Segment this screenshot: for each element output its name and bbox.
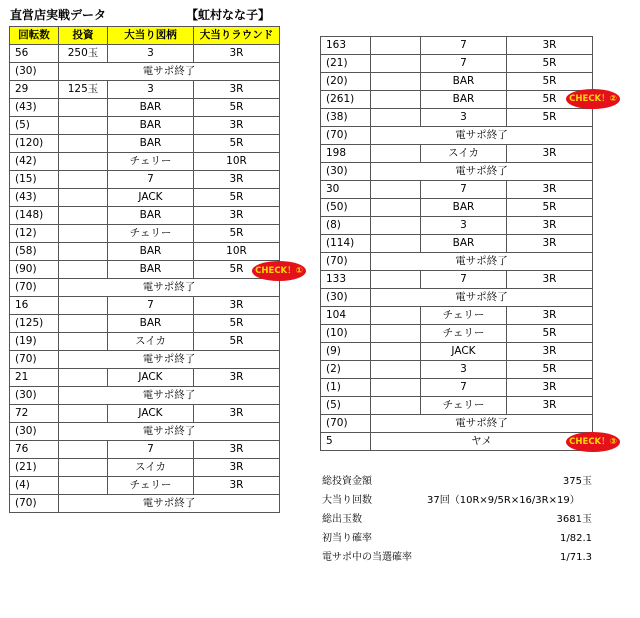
symbol-cell: 3 [108,45,194,63]
spin-cell: (21) [321,55,371,73]
table-row [321,109,593,127]
symbol-cell: 3 [421,217,507,235]
check-badge-2: CHECK！② [566,89,620,109]
header-round: 大当りラウンド [194,27,280,45]
end-cell: 電サポ終了 [371,289,593,307]
table-row [321,127,593,145]
investment-cell [59,405,108,423]
table-row [10,189,280,207]
table-header-row [10,27,280,45]
round-cell: 5R [194,315,280,333]
table-row [321,37,593,55]
spin-cell: (38) [321,109,371,127]
investment-cell [371,181,421,199]
spin-cell: (148) [10,207,59,225]
summary-hits [322,491,592,510]
spin-cell: 5 [321,433,371,451]
table-row [321,145,593,163]
round-cell: 5R [507,199,593,217]
round-cell: 10R [194,153,280,171]
round-cell: 5R [194,261,280,279]
summary-block [322,472,592,567]
table-row [10,135,280,153]
investment-cell [59,459,108,477]
spin-cell: 21 [10,369,59,387]
spin-cell: (70) [10,351,59,369]
spin-cell: (43) [10,99,59,117]
symbol-cell: 3 [421,361,507,379]
spin-cell: (19) [10,333,59,351]
round-cell: 3R [194,477,280,495]
round-cell: 3R [194,81,280,99]
spin-cell: (30) [321,163,371,181]
header-symbol: 大当り図柄 [108,27,194,45]
table-row [10,441,280,459]
spin-cell: (42) [10,153,59,171]
investment-cell [59,117,108,135]
investment-cell [59,477,108,495]
spin-cell: (125) [10,315,59,333]
spin-cell: (58) [10,243,59,261]
investment-cell [59,315,108,333]
round-cell: 5R [507,109,593,127]
symbol-cell: BAR [108,207,194,225]
symbol-cell: BAR [421,91,507,109]
spin-cell: 198 [321,145,371,163]
round-cell: 3R [507,397,593,415]
summary-first-prob [322,529,592,548]
spin-cell: (70) [10,279,59,297]
symbol-cell: BAR [108,315,194,333]
spin-cell: 104 [321,307,371,325]
end-cell: 電サポ終了 [59,495,280,513]
symbol-cell: 7 [421,271,507,289]
round-cell: 5R [507,91,593,109]
investment-cell [59,225,108,243]
spin-cell: (70) [321,415,371,433]
symbol-cell: BAR [108,117,194,135]
table-row [10,477,280,495]
header-spins: 回転数 [10,27,59,45]
round-cell: 5R [507,55,593,73]
spin-cell: 16 [10,297,59,315]
symbol-cell: 3 [421,109,507,127]
spin-cell: (261) [321,91,371,109]
symbol-cell: チェリー [421,307,507,325]
summary-label: 大当り回数 [322,495,372,506]
table-row [10,315,280,333]
investment-cell [371,271,421,289]
round-cell: 3R [194,207,280,225]
round-cell: 10R [194,243,280,261]
table-row [10,495,280,513]
check-badge-1: CHECK！① [252,261,306,281]
investment-cell [59,441,108,459]
table-row [321,181,593,199]
symbol-cell: 7 [108,171,194,189]
page-title: 直営店実戦データ [10,8,107,22]
investment-cell: 250玉 [59,45,108,63]
round-cell: 5R [507,325,593,343]
table-row [321,199,593,217]
symbol-cell: JACK [421,343,507,361]
round-cell: 5R [507,73,593,91]
table-row [10,153,280,171]
spin-cell: 133 [321,271,371,289]
investment-cell [371,145,421,163]
summary-label: 総出玉数 [322,514,362,525]
spin-cell: (20) [321,73,371,91]
summary-value: 3681玉 [556,514,592,525]
symbol-cell: スイカ [108,459,194,477]
spin-cell: (4) [10,477,59,495]
spin-cell: (70) [10,495,59,513]
investment-cell [59,171,108,189]
summary-value: 1/82.1 [560,533,592,544]
round-cell: 3R [507,217,593,235]
check-badge-3: CHECK！③ [566,432,620,452]
table-row [10,117,280,135]
table-row [321,217,593,235]
investment-cell [371,55,421,73]
round-cell: 3R [194,297,280,315]
investment-cell [371,109,421,127]
round-cell: 5R [194,99,280,117]
round-cell: 3R [194,171,280,189]
player-name: 【虹村なな子】 [186,8,271,22]
investment-cell [59,297,108,315]
table-row [10,99,280,117]
summary-label: 総投資金額 [322,476,372,487]
spin-cell: (21) [10,459,59,477]
round-cell: 3R [507,145,593,163]
spin-cell: (90) [10,261,59,279]
spin-cell: 29 [10,81,59,99]
investment-cell [371,73,421,91]
left-data-table [9,26,280,513]
symbol-cell: 7 [108,441,194,459]
round-cell: 3R [507,37,593,55]
symbol-cell: スイカ [421,145,507,163]
investment-cell [371,199,421,217]
table-row [321,433,593,451]
symbol-cell: 7 [421,37,507,55]
summary-value: 37回（10R×9/5R×16/3R×19） [427,495,580,506]
investment-cell [371,217,421,235]
summary-value: 1/71.3 [560,552,592,563]
investment-cell [371,91,421,109]
round-cell: 3R [507,235,593,253]
spin-cell: (114) [321,235,371,253]
investment-cell [371,343,421,361]
investment-cell: 125玉 [59,81,108,99]
symbol-cell: JACK [108,405,194,423]
header-investment: 投資 [59,27,108,45]
spin-cell: (8) [321,217,371,235]
table-row [10,423,280,441]
spin-cell: (12) [10,225,59,243]
round-cell: 3R [194,369,280,387]
symbol-cell: 7 [108,297,194,315]
symbol-cell: BAR [421,73,507,91]
spin-cell: 30 [321,181,371,199]
end-cell: 電サポ終了 [59,423,280,441]
table-row [10,351,280,369]
table-row [321,253,593,271]
table-row [321,235,593,253]
table-row [10,387,280,405]
spin-cell: 56 [10,45,59,63]
end-cell: 電サポ終了 [371,163,593,181]
symbol-cell: BAR [108,99,194,117]
round-cell: 5R [194,189,280,207]
symbol-cell: チェリー [108,477,194,495]
table-row [321,91,593,109]
investment-cell [59,333,108,351]
table-row [10,63,280,81]
round-cell: 3R [194,405,280,423]
symbol-cell: BAR [108,243,194,261]
round-cell: 3R [507,343,593,361]
end-cell: ヤメ [371,433,593,451]
table-row [10,45,280,63]
summary-label: 電サポ中の当選確率 [322,552,412,563]
table-row [10,297,280,315]
investment-cell [371,379,421,397]
symbol-cell: チェリー [108,153,194,171]
round-cell: 3R [194,441,280,459]
investment-cell [371,325,421,343]
round-cell: 5R [194,135,280,153]
spin-cell: (10) [321,325,371,343]
table-row [321,415,593,433]
investment-cell [59,243,108,261]
table-row [10,333,280,351]
spin-cell: (5) [10,117,59,135]
symbol-cell: スイカ [108,333,194,351]
table-row [10,243,280,261]
spin-cell: (50) [321,199,371,217]
investment-cell [59,189,108,207]
table-row [321,163,593,181]
round-cell: 5R [507,361,593,379]
table-row [10,405,280,423]
round-cell: 3R [194,459,280,477]
symbol-cell: BAR [108,261,194,279]
symbol-cell: 7 [421,379,507,397]
spin-cell: (30) [10,63,59,81]
symbol-cell: チェリー [108,225,194,243]
spin-cell: (120) [10,135,59,153]
spin-cell: (30) [321,289,371,307]
summary-total-invest [322,472,592,491]
investment-cell [371,361,421,379]
round-cell: 5R [194,225,280,243]
table-row [321,307,593,325]
end-cell: 電サポ終了 [59,387,280,405]
table-row [10,171,280,189]
end-cell: 電サポ終了 [59,279,280,297]
end-cell: 電サポ終了 [371,127,593,145]
investment-cell [371,397,421,415]
summary-support-prob [322,548,592,567]
table-row [321,325,593,343]
symbol-cell: チェリー [421,325,507,343]
investment-cell [59,369,108,387]
table-row [10,225,280,243]
symbol-cell: 3 [108,81,194,99]
spin-cell: (70) [321,253,371,271]
symbol-cell: BAR [108,135,194,153]
spin-cell: 163 [321,37,371,55]
investment-cell [59,153,108,171]
spin-cell: (70) [321,127,371,145]
table-row [10,279,280,297]
right-data-table [320,36,593,451]
end-cell: 電サポ終了 [59,63,280,81]
investment-cell [59,135,108,153]
symbol-cell: BAR [421,199,507,217]
symbol-cell: JACK [108,369,194,387]
round-cell: 3R [507,271,593,289]
investment-cell [59,99,108,117]
table-row [321,289,593,307]
round-cell: 3R [507,379,593,397]
table-row [321,343,593,361]
symbol-cell: チェリー [421,397,507,415]
summary-payout [322,510,592,529]
symbol-cell: BAR [421,235,507,253]
spin-cell: (30) [10,423,59,441]
table-row [321,73,593,91]
table-row [10,207,280,225]
round-cell: 3R [194,45,280,63]
spin-cell: 72 [10,405,59,423]
symbol-cell: 7 [421,55,507,73]
table-row [321,361,593,379]
spin-cell: (15) [10,171,59,189]
summary-value: 375玉 [562,476,592,487]
table-row [10,459,280,477]
spin-cell: 76 [10,441,59,459]
symbol-cell: 7 [421,181,507,199]
summary-label: 初当り確率 [322,533,372,544]
investment-cell [371,37,421,55]
investment-cell [59,261,108,279]
end-cell: 電サポ終了 [371,415,593,433]
spin-cell: (2) [321,361,371,379]
symbol-cell: JACK [108,189,194,207]
spin-cell: (30) [10,387,59,405]
round-cell: 5R [194,333,280,351]
table-row [321,55,593,73]
table-row [321,271,593,289]
spin-cell: (9) [321,343,371,361]
spin-cell: (5) [321,397,371,415]
spin-cell: (43) [10,189,59,207]
table-row [10,81,280,99]
spin-cell: (1) [321,379,371,397]
round-cell: 3R [194,117,280,135]
table-row [321,397,593,415]
investment-cell [371,235,421,253]
round-cell: 3R [507,181,593,199]
table-row [321,379,593,397]
end-cell: 電サポ終了 [371,253,593,271]
investment-cell [371,307,421,325]
round-cell: 3R [507,307,593,325]
investment-cell [59,207,108,225]
end-cell: 電サポ終了 [59,351,280,369]
table-row [10,261,280,279]
table-row [10,369,280,387]
